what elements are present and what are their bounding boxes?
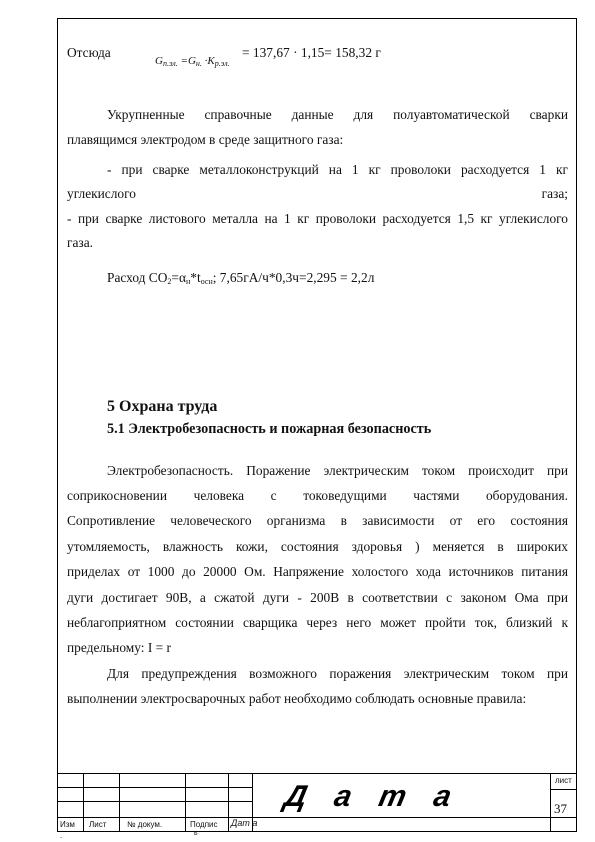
paragraph-line [67,185,568,203]
co2-consumption-line: Расход $CO_2=\alpha_н*t_{осн}$; 7,65гА/ч*0,3ч=2,295 = 2,2л [107,270,375,286]
body-line: дуги достигает 90В, а сжатой дуги - 200В в соответствии с законом Ома при [67,590,568,605]
body-line: Сопротивление человеческого организма в зависимости от его состояния [67,513,568,528]
body-line: неблагоприятном состоянии сварщика через него может пройти ток, близкий к [67,615,568,630]
date-label: Дат а [231,818,258,828]
body-line: выполнении электросварочных работ необходимо соблюдать основные правила: [67,691,527,706]
paragraph-line: плавящимся электродом в среде защитного газа: [67,132,344,147]
formula-label: Отсюда [67,45,111,60]
doc-number-label: № докум. [127,820,163,829]
title-block-stamp [57,773,577,840]
paragraph-word: углекислого [67,186,136,201]
section-heading: 5 Охрана труда [107,398,218,415]
formula-line [67,44,568,74]
body-line: Для предупреждения возможного поражения электрическим током при [107,666,568,681]
izm-label: Изм [60,820,75,829]
section-subheading: 5.1 Электробезопасность и пожарная безопасность [107,421,432,437]
paragraph-line: - при сварке листового металла на 1 кг проволоки расходуется 1,5 кг углекислого [67,211,568,226]
paragraph-line: - при сварке металлоконструкций на 1 кг проволоки расходуется 1 кг [107,162,568,177]
stamp-dot: . [60,831,63,840]
body-line: приделах от 1000 до 20000 Ом. Напряжение холостого хода источников питания [67,564,568,579]
body-line: предельному: I = r [67,640,172,655]
date-large-text: Дата [281,780,483,813]
paragraph-word: газа; [541,186,568,201]
body-line: Электробезопасность. Поражение электрическим током происходит при [107,463,568,478]
signature-label: Подпис [190,820,218,829]
formula-expression: $G_{п.эл.} =G_{н.} \cdot K_{р.эл.}$ [155,55,230,68]
paragraph-line: Укрупненные справочные данные для полуавтоматической сварки [107,107,568,122]
signature-label-tail: ь [194,830,198,837]
body-line: соприкосновении человека с токоведущими частями оборудования. [67,488,568,503]
sheet-label: лист [555,776,572,785]
list-label: Лист [89,820,107,829]
body-line: утомляемость, влажность кожи, состояния здоровья ) меняется в широких [67,539,568,554]
paragraph-line: газа. [67,235,94,250]
formula-value: = 137,67 · 1,15= 158,32 г [242,45,381,60]
sheet-number: 37 [554,801,567,816]
